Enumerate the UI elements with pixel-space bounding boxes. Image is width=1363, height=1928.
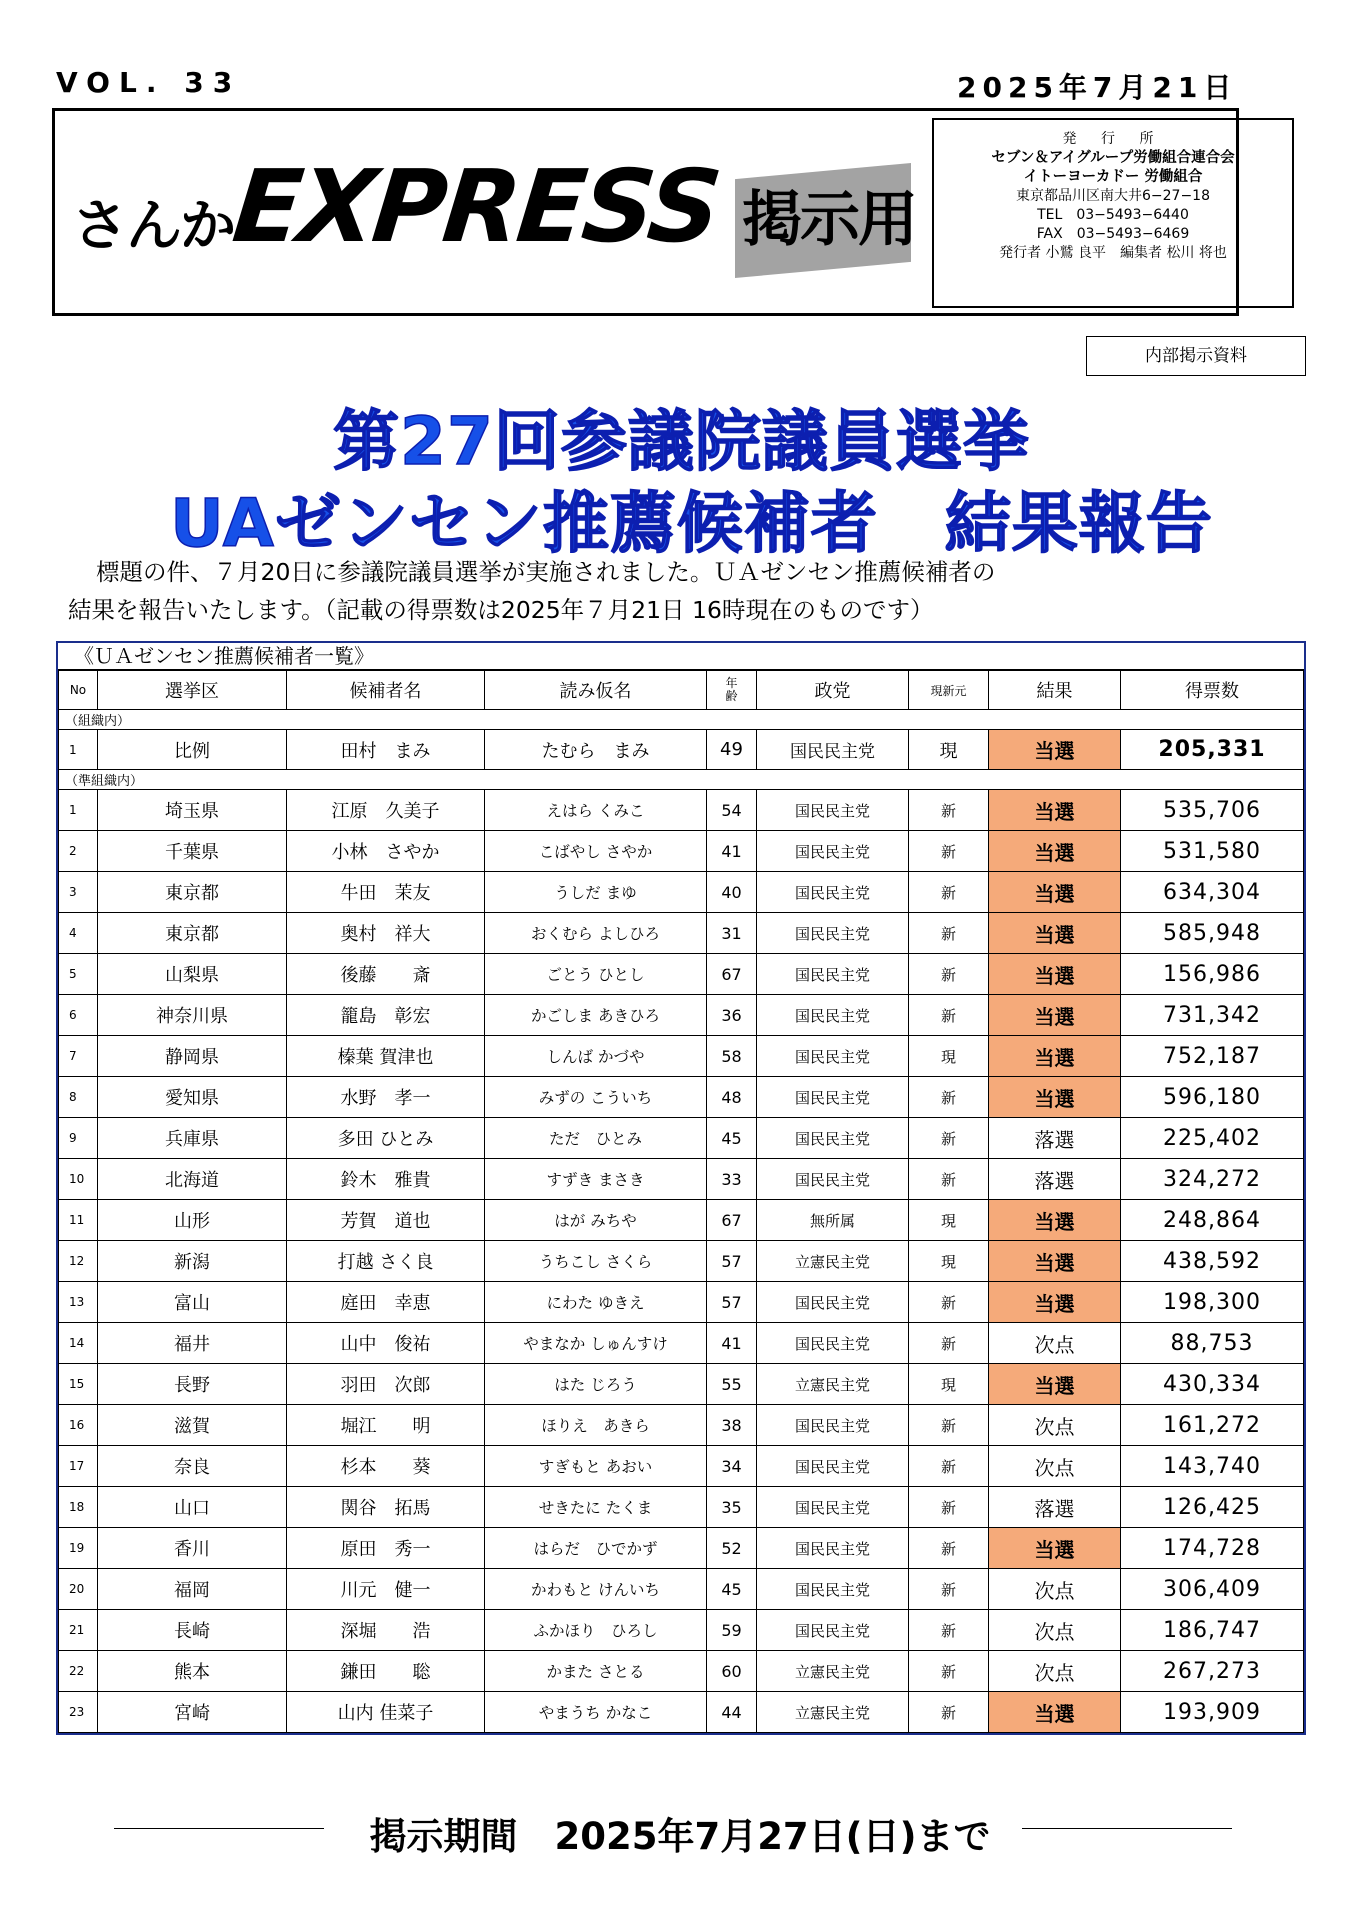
- cell-candidate-name: 鎌田 聡: [287, 1651, 485, 1692]
- cell-votes: 126,425: [1121, 1487, 1304, 1528]
- cell-status: 新: [909, 1077, 989, 1118]
- cell-candidate-name: 田村 まみ: [287, 730, 485, 770]
- cell-no: 8: [59, 1077, 98, 1118]
- cell-kana: かわもと けんいち: [485, 1569, 707, 1610]
- cell-status: 現: [909, 1036, 989, 1077]
- cell-candidate-name: 山中 俊祐: [287, 1323, 485, 1364]
- header-votes: 得票数: [1121, 671, 1304, 710]
- intro-line1: 標題の件、７月20日に参議院議員選挙が実施されました。ＵＡゼンセン推薦候補者の: [96, 558, 996, 586]
- cell-age: 36: [707, 995, 757, 1036]
- cell-district: 福岡: [98, 1569, 287, 1610]
- cell-party: 国民民主党: [757, 1487, 909, 1528]
- cell-district: 愛知県: [98, 1077, 287, 1118]
- cell-kana: ほりえ あきら: [485, 1405, 707, 1446]
- cell-votes: 88,753: [1121, 1323, 1304, 1364]
- cell-party: 国民民主党: [757, 831, 909, 872]
- cell-no: 19: [59, 1528, 98, 1569]
- cell-votes: 193,909: [1121, 1692, 1304, 1733]
- cell-result: 次点: [989, 1569, 1121, 1610]
- cell-result: 当選: [989, 995, 1121, 1036]
- cell-result: 当選: [989, 1077, 1121, 1118]
- cell-status: 新: [909, 1651, 989, 1692]
- cell-age: 44: [707, 1692, 757, 1733]
- cell-votes: 596,180: [1121, 1077, 1304, 1118]
- header-status: 現新元: [909, 671, 989, 710]
- cell-votes: 752,187: [1121, 1036, 1304, 1077]
- table-row: [59, 1487, 1304, 1528]
- cell-age: 52: [707, 1528, 757, 1569]
- cell-district: 比例: [98, 730, 287, 770]
- cell-votes: 198,300: [1121, 1282, 1304, 1323]
- group-label: （準組織内）: [59, 770, 1304, 790]
- volume-number: VOL. 33: [56, 66, 242, 99]
- table-row: [59, 1077, 1304, 1118]
- cell-kana: おくむら よしひろ: [485, 913, 707, 954]
- table-row: [59, 1200, 1304, 1241]
- cell-candidate-name: 牛田 茉友: [287, 872, 485, 913]
- cell-votes: 225,402: [1121, 1118, 1304, 1159]
- cell-status: 新: [909, 790, 989, 831]
- cell-kana: しんば かづや: [485, 1036, 707, 1077]
- intro-text: [68, 553, 1318, 629]
- cell-no: 23: [59, 1692, 98, 1733]
- cell-party: 国民民主党: [757, 1118, 909, 1159]
- cell-age: 34: [707, 1446, 757, 1487]
- cell-kana: やまなか しゅんすけ: [485, 1323, 707, 1364]
- cell-result: 次点: [989, 1323, 1121, 1364]
- cell-votes: 205,331: [1121, 730, 1304, 770]
- header-result: 結果: [989, 671, 1121, 710]
- table-row: [59, 831, 1304, 872]
- cell-age: 48: [707, 1077, 757, 1118]
- table-row: [59, 1446, 1304, 1487]
- cell-no: 3: [59, 872, 98, 913]
- cell-party: 国民民主党: [757, 1405, 909, 1446]
- table-row: [59, 730, 1304, 770]
- group-label: （組織内）: [59, 710, 1304, 730]
- cell-no: 14: [59, 1323, 98, 1364]
- cell-age: 57: [707, 1241, 757, 1282]
- headline-line2: UAゼンセン推薦候補者 結果報告: [170, 485, 1213, 562]
- brand-suffix: 掲示用: [742, 185, 916, 255]
- cell-age: 33: [707, 1159, 757, 1200]
- cell-votes: 267,273: [1121, 1651, 1304, 1692]
- publisher-staff: 発行者 小鷲 良平 編集者 松川 将也: [999, 245, 1227, 261]
- cell-party: 立憲民主党: [757, 1364, 909, 1405]
- cell-votes: 324,272: [1121, 1159, 1304, 1200]
- header-party: 政党: [757, 671, 909, 710]
- cell-status: 新: [909, 872, 989, 913]
- cell-district: 長崎: [98, 1610, 287, 1651]
- cell-age: 59: [707, 1610, 757, 1651]
- cell-votes: 186,747: [1121, 1610, 1304, 1651]
- cell-age: 45: [707, 1569, 757, 1610]
- cell-result: 当選: [989, 1241, 1121, 1282]
- cell-no: 12: [59, 1241, 98, 1282]
- header-name: 候補者名: [287, 671, 485, 710]
- table-row: [59, 913, 1304, 954]
- cell-result: 当選: [989, 730, 1121, 770]
- table-row: [59, 1569, 1304, 1610]
- cell-candidate-name: 山内 佳菜子: [287, 1692, 485, 1733]
- table-row: [59, 954, 1304, 995]
- cell-result: 当選: [989, 790, 1121, 831]
- cell-age: 58: [707, 1036, 757, 1077]
- cell-party: 国民民主党: [757, 1528, 909, 1569]
- table-row: [59, 1610, 1304, 1651]
- cell-kana: ただ ひとみ: [485, 1118, 707, 1159]
- cell-kana: たむら まみ: [485, 730, 707, 770]
- cell-district: 滋賀: [98, 1405, 287, 1446]
- cell-candidate-name: 鈴木 雅貴: [287, 1159, 485, 1200]
- cell-votes: 143,740: [1121, 1446, 1304, 1487]
- cell-status: 新: [909, 1118, 989, 1159]
- header-kana: 読み仮名: [485, 671, 707, 710]
- cell-kana: すぎもと あおい: [485, 1446, 707, 1487]
- table-row: [59, 1036, 1304, 1077]
- cell-candidate-name: 多田 ひとみ: [287, 1118, 485, 1159]
- cell-status: 新: [909, 1569, 989, 1610]
- cell-votes: 161,272: [1121, 1405, 1304, 1446]
- cell-party: 国民民主党: [757, 730, 909, 770]
- cell-result: 当選: [989, 872, 1121, 913]
- cell-age: 67: [707, 1200, 757, 1241]
- publisher-org2: イトーヨーカドー 労働組合: [1023, 169, 1203, 185]
- cell-kana: すずき まさき: [485, 1159, 707, 1200]
- cell-no: 7: [59, 1036, 98, 1077]
- footer-rule-left: [114, 1828, 324, 1829]
- cell-status: 新: [909, 1692, 989, 1733]
- cell-result: 落選: [989, 1487, 1121, 1528]
- cell-district: 長野: [98, 1364, 287, 1405]
- cell-age: 40: [707, 872, 757, 913]
- cell-votes: 531,580: [1121, 831, 1304, 872]
- table-row: [59, 1159, 1304, 1200]
- cell-no: 1: [59, 730, 98, 770]
- cell-no: 15: [59, 1364, 98, 1405]
- cell-candidate-name: 江原 久美子: [287, 790, 485, 831]
- cell-candidate-name: 川元 健一: [287, 1569, 485, 1610]
- cell-no: 10: [59, 1159, 98, 1200]
- cell-party: 国民民主党: [757, 1077, 909, 1118]
- cell-result: 次点: [989, 1446, 1121, 1487]
- cell-no: 2: [59, 831, 98, 872]
- cell-result: 当選: [989, 831, 1121, 872]
- header-age: 年齢: [707, 671, 757, 710]
- cell-kana: こばやし さやか: [485, 831, 707, 872]
- cell-candidate-name: 原田 秀一: [287, 1528, 485, 1569]
- cell-status: 新: [909, 1282, 989, 1323]
- cell-district: 兵庫県: [98, 1118, 287, 1159]
- cell-candidate-name: 庭田 幸恵: [287, 1282, 485, 1323]
- cell-candidate-name: 杉本 葵: [287, 1446, 485, 1487]
- cell-district: 山形: [98, 1200, 287, 1241]
- cell-party: 国民民主党: [757, 1610, 909, 1651]
- cell-age: 67: [707, 954, 757, 995]
- headline-line1: 第27回参議院議員選挙: [333, 403, 1030, 480]
- cell-result: 当選: [989, 1528, 1121, 1569]
- cell-party: 立憲民主党: [757, 1651, 909, 1692]
- table-row: [59, 872, 1304, 913]
- cell-no: 18: [59, 1487, 98, 1528]
- table-row: [59, 1323, 1304, 1364]
- cell-result: 落選: [989, 1118, 1121, 1159]
- issue-date: 2025年7月21日: [957, 71, 1238, 104]
- table-row: [59, 1118, 1304, 1159]
- cell-status: 新: [909, 1446, 989, 1487]
- cell-result: 次点: [989, 1651, 1121, 1692]
- cell-status: 現: [909, 730, 989, 770]
- cell-candidate-name: 籠島 彰宏: [287, 995, 485, 1036]
- cell-result: 当選: [989, 1282, 1121, 1323]
- table-row: [59, 995, 1304, 1036]
- cell-party: 国民民主党: [757, 995, 909, 1036]
- cell-no: 11: [59, 1200, 98, 1241]
- cell-candidate-name: 堀江 明: [287, 1405, 485, 1446]
- cell-kana: せきたに たくま: [485, 1487, 707, 1528]
- publisher-box: [932, 118, 1294, 308]
- cell-party: 国民民主党: [757, 913, 909, 954]
- cell-age: 55: [707, 1364, 757, 1405]
- cell-no: 1: [59, 790, 98, 831]
- cell-candidate-name: 関谷 拓馬: [287, 1487, 485, 1528]
- intro-line2: 結果を報告いたします。（記載の得票数は2025年７月21日 16時現在のものです）: [68, 596, 934, 624]
- cell-district: 香川: [98, 1528, 287, 1569]
- cell-district: 埼玉県: [98, 790, 287, 831]
- cell-kana: はた じろう: [485, 1364, 707, 1405]
- cell-age: 41: [707, 831, 757, 872]
- cell-candidate-name: 奥村 祥大: [287, 913, 485, 954]
- cell-no: 16: [59, 1405, 98, 1446]
- cell-party: 国民民主党: [757, 790, 909, 831]
- cell-result: 当選: [989, 1036, 1121, 1077]
- table-row: [59, 1364, 1304, 1405]
- cell-kana: みずの こういち: [485, 1077, 707, 1118]
- cell-kana: ふかほり ひろし: [485, 1610, 707, 1651]
- cell-age: 49: [707, 730, 757, 770]
- publisher-tel: TEL 03−5493−6440: [1037, 207, 1189, 223]
- brand-name: EXPRESS: [227, 148, 724, 265]
- cell-no: 20: [59, 1569, 98, 1610]
- cell-kana: ごとう ひとし: [485, 954, 707, 995]
- cell-kana: うちこし さくら: [485, 1241, 707, 1282]
- cell-result: 次点: [989, 1610, 1121, 1651]
- cell-no: 13: [59, 1282, 98, 1323]
- cell-result: 落選: [989, 1159, 1121, 1200]
- cell-result: 当選: [989, 1692, 1121, 1733]
- cell-age: 31: [707, 913, 757, 954]
- cell-party: 国民民主党: [757, 954, 909, 995]
- cell-no: 9: [59, 1118, 98, 1159]
- cell-status: 新: [909, 954, 989, 995]
- internal-badge: 内部掲示資料: [1086, 336, 1306, 376]
- cell-party: 立憲民主党: [757, 1241, 909, 1282]
- table-row: [59, 1282, 1304, 1323]
- cell-party: 国民民主党: [757, 872, 909, 913]
- cell-status: 現: [909, 1200, 989, 1241]
- cell-kana: うしだ まゆ: [485, 872, 707, 913]
- cell-votes: 430,334: [1121, 1364, 1304, 1405]
- cell-age: 54: [707, 790, 757, 831]
- cell-district: 宮崎: [98, 1692, 287, 1733]
- cell-no: 5: [59, 954, 98, 995]
- cell-status: 新: [909, 831, 989, 872]
- cell-status: 新: [909, 1159, 989, 1200]
- cell-status: 新: [909, 1528, 989, 1569]
- cell-votes: 306,409: [1121, 1569, 1304, 1610]
- cell-no: 17: [59, 1446, 98, 1487]
- cell-district: 神奈川県: [98, 995, 287, 1036]
- cell-party: 国民民主党: [757, 1159, 909, 1200]
- cell-votes: 156,986: [1121, 954, 1304, 995]
- candidate-table: [56, 641, 1306, 1735]
- brand-prefix: さんか: [72, 194, 234, 259]
- cell-candidate-name: 水野 孝一: [287, 1077, 485, 1118]
- publisher-heading: 発 行 所: [1062, 131, 1164, 147]
- cell-party: 国民民主党: [757, 1282, 909, 1323]
- cell-votes: 248,864: [1121, 1200, 1304, 1241]
- cell-district: 静岡県: [98, 1036, 287, 1077]
- footer-rule-right: [1022, 1828, 1232, 1829]
- cell-kana: はらだ ひでかず: [485, 1528, 707, 1569]
- table-row: [59, 1241, 1304, 1282]
- cell-votes: 174,728: [1121, 1528, 1304, 1569]
- cell-result: 当選: [989, 1200, 1121, 1241]
- cell-status: 新: [909, 995, 989, 1036]
- group-row-organization: [59, 710, 1304, 730]
- table-row: [59, 1651, 1304, 1692]
- header-no: No: [59, 671, 98, 710]
- cell-district: 熊本: [98, 1651, 287, 1692]
- cell-result: 次点: [989, 1405, 1121, 1446]
- cell-age: 60: [707, 1651, 757, 1692]
- cell-kana: かごしま あきひろ: [485, 995, 707, 1036]
- publisher-fax: FAX 03−5493−6469: [1036, 226, 1190, 242]
- cell-votes: 585,948: [1121, 913, 1304, 954]
- cell-age: 45: [707, 1118, 757, 1159]
- cell-candidate-name: 榛葉 賀津也: [287, 1036, 485, 1077]
- cell-candidate-name: 後藤 斎: [287, 954, 485, 995]
- cell-status: 新: [909, 1405, 989, 1446]
- cell-district: 山梨県: [98, 954, 287, 995]
- table-row: [59, 790, 1304, 831]
- cell-no: 4: [59, 913, 98, 954]
- cell-kana: えはら くみこ: [485, 790, 707, 831]
- group-row-associate: [59, 770, 1304, 790]
- cell-party: 国民民主党: [757, 1569, 909, 1610]
- cell-district: 福井: [98, 1323, 287, 1364]
- cell-candidate-name: 小林 さやか: [287, 831, 485, 872]
- cell-status: 新: [909, 1610, 989, 1651]
- results-table: [58, 670, 1304, 1733]
- cell-district: 北海道: [98, 1159, 287, 1200]
- cell-age: 41: [707, 1323, 757, 1364]
- table-title: 《ＵＡゼンセン推薦候補者一覧》: [58, 643, 1304, 670]
- table-row: [59, 1528, 1304, 1569]
- cell-candidate-name: 打越 さく良: [287, 1241, 485, 1282]
- publisher-address: 東京都品川区南大井6−27−18: [1016, 188, 1210, 204]
- cell-age: 35: [707, 1487, 757, 1528]
- cell-votes: 634,304: [1121, 872, 1304, 913]
- cell-party: 国民民主党: [757, 1446, 909, 1487]
- table-header-row: [59, 671, 1304, 710]
- table-row: [59, 1405, 1304, 1446]
- cell-votes: 438,592: [1121, 1241, 1304, 1282]
- cell-votes: 535,706: [1121, 790, 1304, 831]
- cell-district: 東京都: [98, 872, 287, 913]
- cell-candidate-name: 深堀 浩: [287, 1610, 485, 1651]
- cell-candidate-name: 羽田 次郎: [287, 1364, 485, 1405]
- cell-age: 57: [707, 1282, 757, 1323]
- cell-kana: やまうち かなこ: [485, 1692, 707, 1733]
- cell-votes: 731,342: [1121, 995, 1304, 1036]
- cell-district: 奈良: [98, 1446, 287, 1487]
- cell-party: 国民民主党: [757, 1036, 909, 1077]
- header-district: 選挙区: [98, 671, 287, 710]
- cell-status: 新: [909, 913, 989, 954]
- cell-result: 当選: [989, 954, 1121, 995]
- table-row: [59, 1692, 1304, 1733]
- cell-status: 現: [909, 1364, 989, 1405]
- cell-result: 当選: [989, 913, 1121, 954]
- publisher-org1: セブン＆アイグループ労働組合連合会: [991, 150, 1235, 166]
- cell-district: 東京都: [98, 913, 287, 954]
- cell-party: 無所属: [757, 1200, 909, 1241]
- cell-status: 新: [909, 1487, 989, 1528]
- cell-kana: かまた さとる: [485, 1651, 707, 1692]
- cell-district: 富山: [98, 1282, 287, 1323]
- cell-party: 国民民主党: [757, 1323, 909, 1364]
- cell-district: 千葉県: [98, 831, 287, 872]
- cell-no: 22: [59, 1651, 98, 1692]
- cell-status: 現: [909, 1241, 989, 1282]
- posting-period: 掲示期間 2025年7月27日(日)まで: [369, 1815, 991, 1858]
- cell-no: 21: [59, 1610, 98, 1651]
- cell-district: 新潟: [98, 1241, 287, 1282]
- cell-party: 立憲民主党: [757, 1692, 909, 1733]
- cell-kana: にわた ゆきえ: [485, 1282, 707, 1323]
- cell-candidate-name: 芳賀 道也: [287, 1200, 485, 1241]
- table-body: [59, 710, 1304, 1733]
- cell-kana: はが みちや: [485, 1200, 707, 1241]
- cell-age: 38: [707, 1405, 757, 1446]
- cell-status: 新: [909, 1323, 989, 1364]
- cell-no: 6: [59, 995, 98, 1036]
- cell-district: 山口: [98, 1487, 287, 1528]
- cell-result: 当選: [989, 1364, 1121, 1405]
